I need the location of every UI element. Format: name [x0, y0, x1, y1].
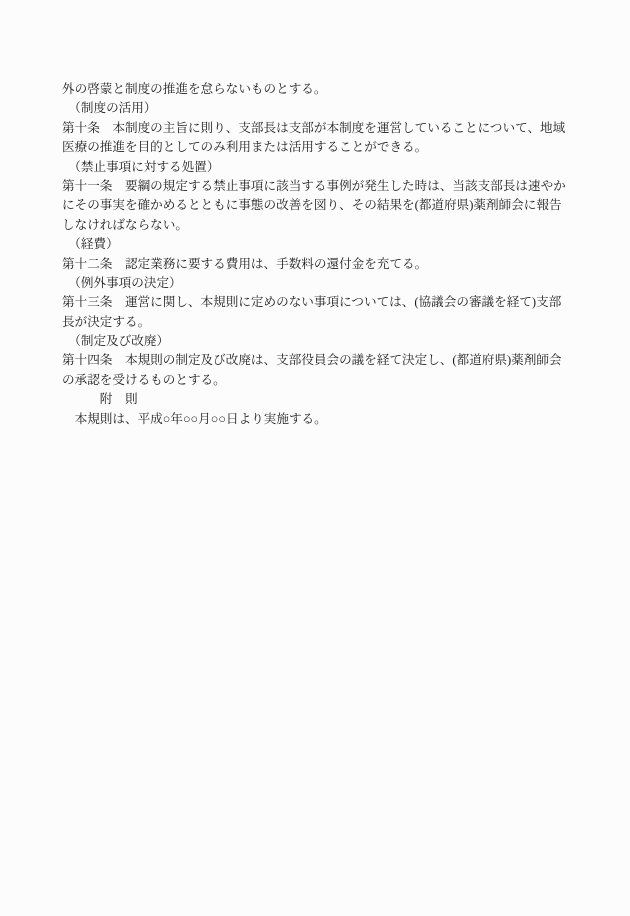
doc-article-line: 第十四条 本規則の制定及び改廃は、支部役員会の議を経て決定し、(都道府県)薬剤師会	[62, 353, 562, 368]
doc-section-heading: （経費）	[62, 237, 119, 252]
doc-section-heading: （制度の活用）	[62, 101, 157, 116]
doc-article-line: 第十条 本制度の主旨に則り、支部長は支部が本制度を運営していることについて、地域	[62, 120, 566, 135]
document-text-block	[62, 80, 570, 429]
doc-line: 本規則は、平成○年○○月○○日より実施する。	[62, 411, 327, 426]
doc-article-line: 第十三条 運営に関し、本規則に定めのない事項については、(協議会の審議を経て)支部	[62, 295, 562, 310]
doc-section-heading: （例外事項の決定）	[62, 275, 182, 290]
doc-article-line: 第十二条 認定業務に要する費用は、手数料の還付金を充てる。	[62, 256, 428, 271]
doc-line: にその事実を確かめるとともに事態の改善を図り、その結果を(都道府県)薬剤師会に報告	[62, 198, 562, 213]
doc-line: 医療の推進を目的としてのみ利用または活用することができる。	[62, 140, 428, 155]
doc-section-heading: （禁止事項に対する処置）	[62, 159, 220, 174]
doc-section-heading: （制定及び改廃）	[62, 334, 170, 349]
doc-supplementary-heading: 附 則	[62, 392, 138, 407]
doc-article-line: 第十一条 要綱の規定する禁止事項に該当する事例が発生した時は、当該支部長は速やか	[62, 178, 566, 193]
doc-line: しなければならない。	[62, 217, 188, 232]
doc-line: 外の啓蒙と制度の推進を怠らないものとする。	[62, 82, 327, 96]
doc-line: の承認を受けるものとする。	[62, 372, 226, 387]
doc-line: 長が決定する。	[62, 314, 151, 329]
